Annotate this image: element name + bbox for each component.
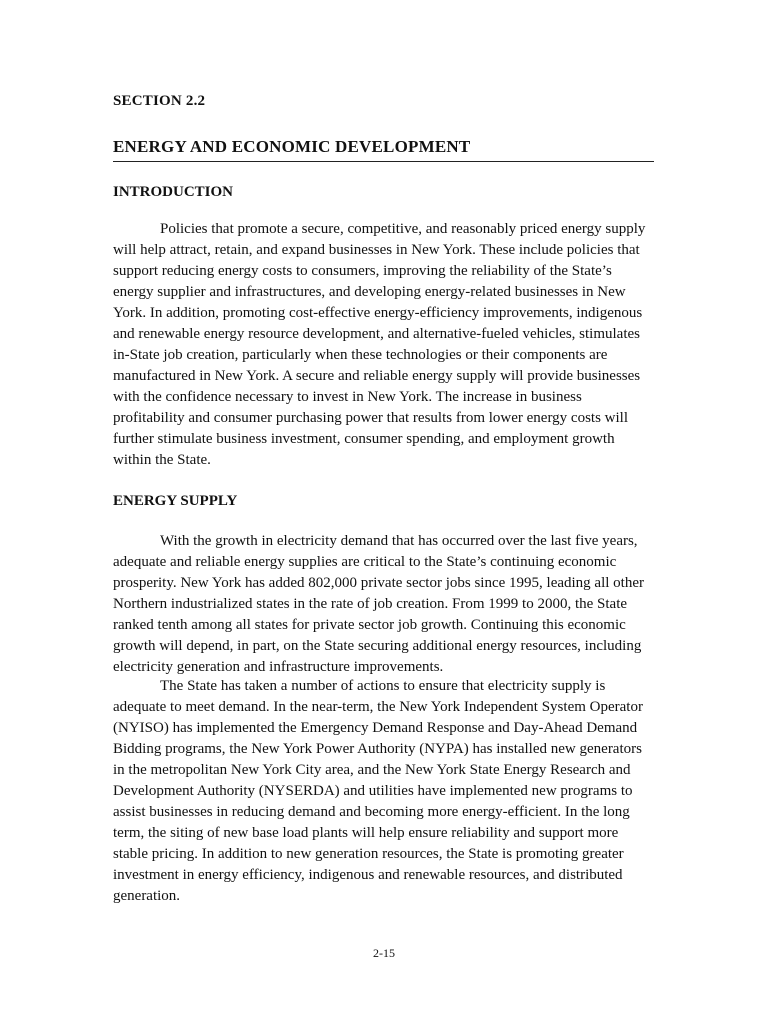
paragraph-line: Northern industrialized states in the rate of job creation. From 1999 to 2000, the State [113,596,628,612]
introduction-heading: INTRODUCTION [113,184,234,200]
paragraph-line: stable pricing. In addition to new generation resources, the State is promoting greater [113,846,624,862]
paragraph-line: adequate to meet demand. In the near-term, the New York Independent System Operator [113,699,643,715]
paragraph-line: and renewable energy resource development, and alternative-fueled vehicles, stimulates [113,326,640,342]
paragraph-line: Bidding programs, the New York Power Authority (NYPA) has installed new generators [113,741,642,757]
paragraph-line: assist businesses in reducing demand and becoming more energy-efficient. In the long [113,804,630,820]
paragraph-line: growth will depend, in part, on the State securing additional energy resources, including [113,638,642,654]
paragraph-line: The State has taken a number of actions to ensure that electricity supply is [160,678,606,694]
paragraph-line: With the growth in electricity demand that has occurred over the last five years, [160,533,638,549]
paragraph-line: term, the siting of new base load plants will help ensure reliability and support more [113,825,619,841]
paragraph-line: generation. [113,888,181,904]
paragraph-line: energy supplier and infrastructures, and developing energy-related businesses in New [113,284,626,300]
paragraph-line: will help attract, retain, and expand businesses in New York. These include policies that [113,242,640,258]
introduction-paragraph [113,219,658,471]
section-label: SECTION 2.2 [113,93,206,109]
paragraph-line: Policies that promote a secure, competitive, and reasonably priced energy supply [160,221,646,237]
paragraph-line: prosperity. New York has added 802,000 private sector jobs since 1995, leading all other [113,575,644,591]
paragraph-line: ranked tenth among all states for private sector job growth. Continuing this economic [113,617,626,633]
paragraph-line: profitability and consumer purchasing power that results from lower energy costs will [113,410,629,426]
paragraph-line: with the confidence necessary to invest in New York. The increase in business [113,389,582,405]
paragraph-line: adequate and reliable energy supplies are critical to the State’s continuing economic [113,554,617,570]
paragraph-line: manufactured in New York. A secure and reliable energy supply will provide businesses [113,368,641,384]
energy-supply-paragraph-1 [113,531,658,678]
energy-supply-heading: ENERGY SUPPLY [113,493,238,509]
energy-supply-paragraph-2 [113,676,658,907]
paragraph-line: in-State job creation, particularly when these technologies or their components are [113,347,608,363]
paragraph-line: support reducing energy costs to consumers, improving the reliability of the State’s [113,263,612,279]
paragraph-line: investment in energy efficiency, indigenous and renewable resources, and distributed [113,867,623,883]
paragraph-line: (NYISO) has implemented the Emergency Demand Response and Day-Ahead Demand [113,720,638,736]
page-number: 2-15 [373,946,395,960]
paragraph-line: electricity generation and infrastructure improvements. [113,659,444,675]
page-title: ENERGY AND ECONOMIC DEVELOPMENT [113,137,654,162]
paragraph-line: in the metropolitan New York City area, and the New York State Energy Research and [113,762,631,778]
paragraph-line: Development Authority (NYSERDA) and utilities have implemented new programs to [113,783,633,799]
paragraph-line: within the State. [113,452,211,468]
paragraph-line: York. In addition, promoting cost-effective energy-efficiency improvements, indigenous [113,305,643,321]
paragraph-line: further stimulate business investment, consumer spending, and employment growth [113,431,615,447]
